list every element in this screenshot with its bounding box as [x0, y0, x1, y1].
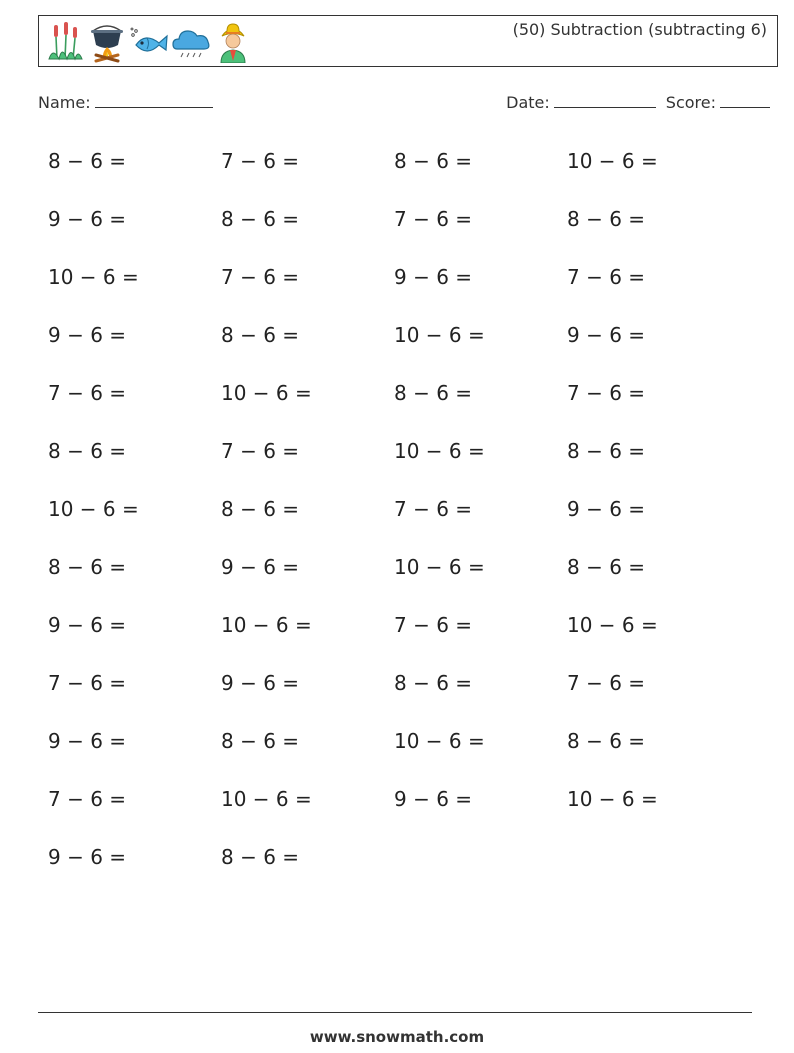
problem-item: 10 − 6 = — [567, 613, 658, 637]
problem-item: 8 − 6 = — [221, 323, 300, 347]
problem-item: 8 − 6 = — [567, 729, 646, 753]
date-label: Date: — [506, 93, 550, 112]
problem-item: 10 − 6 = — [394, 439, 485, 463]
problem-item: 7 − 6 = — [394, 613, 473, 637]
problem-item: 10 − 6 = — [567, 787, 658, 811]
worksheet-header — [38, 15, 778, 67]
date-blank[interactable] — [554, 93, 656, 108]
problem-item: 9 − 6 = — [48, 613, 127, 637]
problem-item: 9 − 6 = — [567, 323, 646, 347]
score-blank[interactable] — [720, 93, 770, 108]
problem-item: 7 − 6 = — [221, 439, 300, 463]
student-info-row — [38, 93, 770, 115]
worksheet-title: (50) Subtraction (subtracting 6) — [512, 20, 767, 39]
problem-item: 10 − 6 = — [394, 729, 485, 753]
problem-item: 8 − 6 = — [394, 149, 473, 173]
problem-item: 7 − 6 = — [221, 149, 300, 173]
name-label: Name: — [38, 93, 91, 112]
problem-item: 9 − 6 = — [48, 323, 127, 347]
problem-item: 7 − 6 = — [567, 671, 646, 695]
problem-item: 10 − 6 = — [48, 497, 139, 521]
problem-item: 9 − 6 = — [221, 671, 300, 695]
problem-item: 9 − 6 = — [48, 845, 127, 869]
campfire-pot-icon — [87, 19, 127, 63]
problem-item: 8 − 6 = — [221, 845, 300, 869]
problem-item: 8 − 6 = — [221, 207, 300, 231]
footer-website: www.snowmath.com — [309, 1028, 485, 1046]
problem-item: 8 − 6 = — [567, 555, 646, 579]
problem-grid — [48, 147, 748, 901]
problem-item: 8 − 6 = — [567, 207, 646, 231]
problem-item: 8 − 6 = — [394, 381, 473, 405]
problem-item: 9 − 6 = — [48, 207, 127, 231]
problem-item: 7 − 6 = — [394, 497, 473, 521]
fisherman-icon — [213, 19, 253, 63]
footer-divider — [38, 1012, 752, 1013]
problem-item: 8 − 6 = — [221, 497, 300, 521]
problem-item: 10 − 6 = — [221, 381, 312, 405]
problem-item: 9 − 6 = — [394, 787, 473, 811]
cattail-plant-icon — [45, 19, 85, 63]
problem-item: 10 − 6 = — [221, 787, 312, 811]
rain-cloud-icon — [171, 19, 211, 63]
problem-item: 9 − 6 = — [567, 497, 646, 521]
problem-item: 7 − 6 = — [48, 787, 127, 811]
name-field — [38, 93, 213, 112]
problem-item: 9 − 6 = — [394, 265, 473, 289]
problem-item: 10 − 6 = — [567, 149, 658, 173]
date-score-fields — [506, 93, 770, 112]
problem-item: 9 − 6 = — [48, 729, 127, 753]
problem-item: 10 − 6 = — [394, 555, 485, 579]
problem-item: 8 − 6 = — [221, 729, 300, 753]
header-icons — [45, 19, 253, 63]
problem-item: 8 − 6 = — [48, 149, 127, 173]
problem-item: 10 − 6 = — [48, 265, 139, 289]
problem-item: 10 − 6 = — [221, 613, 312, 637]
problem-item: 7 − 6 = — [48, 381, 127, 405]
problem-item: 7 − 6 = — [567, 381, 646, 405]
problem-item: 10 − 6 = — [394, 323, 485, 347]
score-label: Score: — [665, 93, 716, 112]
problem-item: 8 − 6 = — [48, 555, 127, 579]
name-blank[interactable] — [95, 93, 213, 108]
problem-item: 7 − 6 = — [394, 207, 473, 231]
problem-item: 8 − 6 = — [394, 671, 473, 695]
problem-item: 8 − 6 = — [567, 439, 646, 463]
problem-item: 7 − 6 = — [221, 265, 300, 289]
problem-item: 7 − 6 = — [48, 671, 127, 695]
problem-item: 9 − 6 = — [221, 555, 300, 579]
problem-item: 7 − 6 = — [567, 265, 646, 289]
problem-item: 8 − 6 = — [48, 439, 127, 463]
fish-icon — [129, 19, 169, 63]
